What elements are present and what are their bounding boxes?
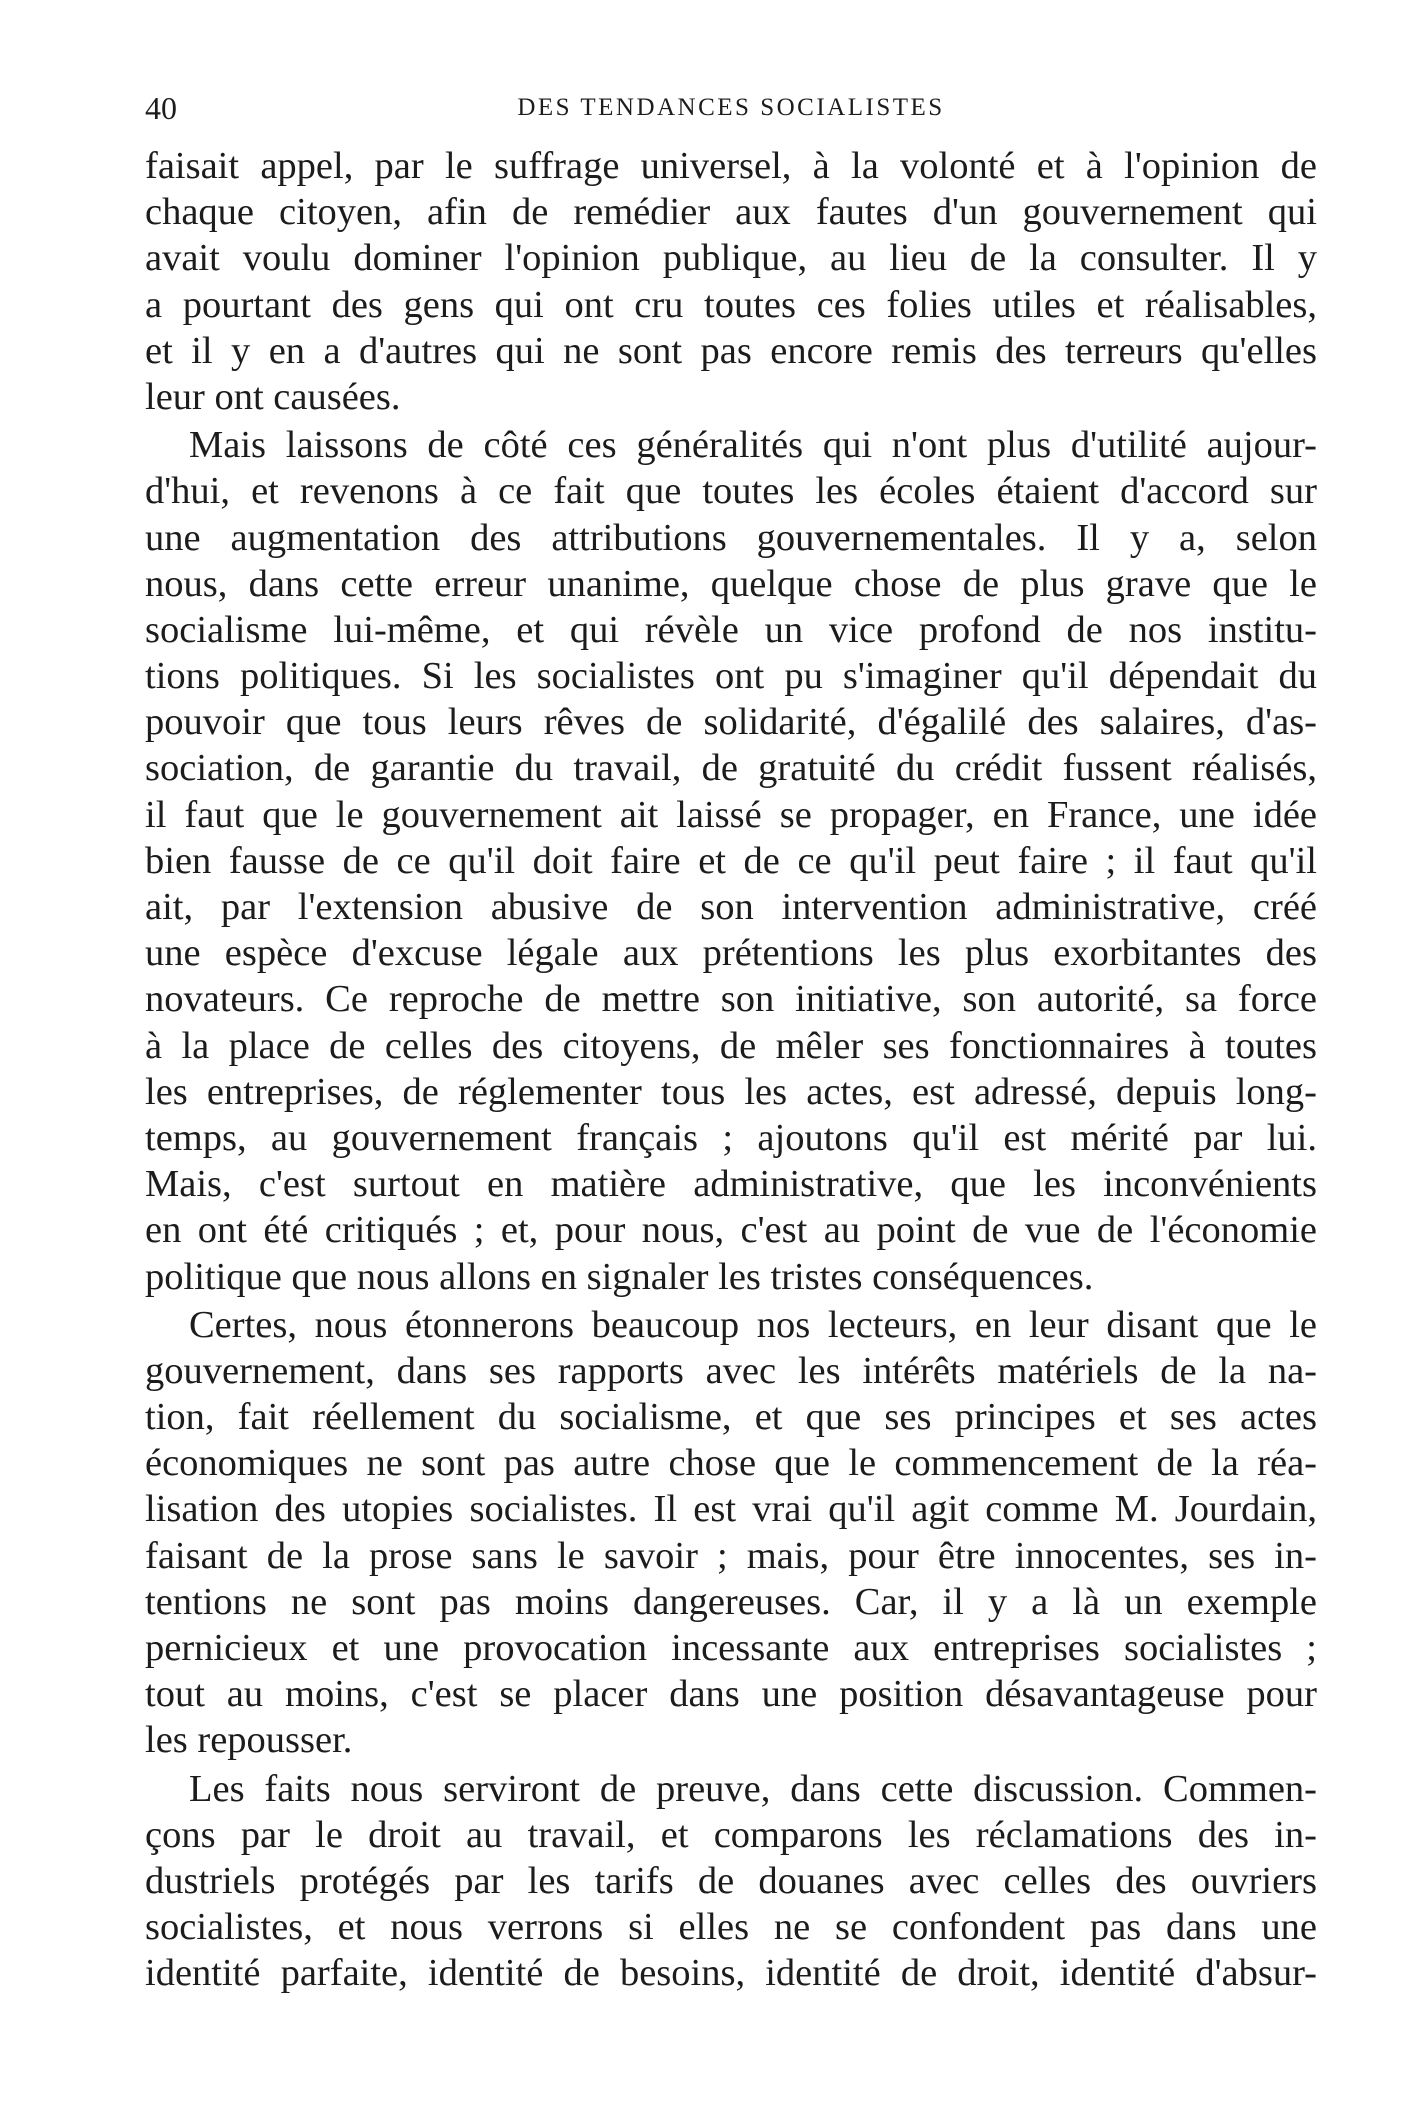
text-line: une augmentation des attributions gouvernementales. Il y a, selon: [145, 516, 1317, 559]
text-line: et il y en a d'autres qui ne sont pas encore remis des terreurs qu'elles: [145, 329, 1317, 372]
body-text: [145, 143, 1317, 1997]
paragraph-4: [145, 1766, 1317, 1997]
text-line: dustriels protégés par les tarifs de douanes avec celles des ouvriers: [145, 1859, 1317, 1902]
text-line: Certes, nous étonnerons beaucoup nos lecteurs, en leur disant que le: [189, 1303, 1317, 1346]
text-line: avait voulu dominer l'opinion publique, au lieu de la consulter. Il y: [145, 237, 1317, 280]
text-line: pouvoir que tous leurs rêves de solidarité, d'égalilé des salaires, d'as-: [145, 701, 1317, 744]
text-line: Mais, c'est surtout en matière administrative, que les inconvénients: [145, 1163, 1317, 1206]
text-line: Les faits nous serviront de preuve, dans cette discussion. Commen-: [189, 1767, 1317, 1810]
text-line: les entreprises, de réglementer tous les actes, est adressé, depuis long-: [145, 1070, 1317, 1113]
text-line: d'hui, et revenons à ce fait que toutes les écoles étaient d'accord sur: [145, 470, 1317, 513]
text-line: économiques ne sont pas autre chose que le commencement de la réa-: [145, 1442, 1317, 1485]
text-line: sociation, de garantie du travail, de gratuité du crédit fussent réalisés,: [145, 747, 1317, 790]
text-line: nous, dans cette erreur unanime, quelque chose de plus grave que le: [145, 562, 1317, 605]
text-line: à la place de celles des citoyens, de mêler ses fonctionnaires à toutes: [145, 1024, 1317, 1067]
text-line: gouvernement, dans ses rapports avec les intérêts matériels de la na-: [145, 1349, 1317, 1392]
text-line: faisant de la prose sans le savoir ; mais, pour être innocentes, ses in-: [145, 1534, 1317, 1577]
text-line: Mais laissons de côté ces généralités qui n'ont plus d'utilité aujour-: [189, 424, 1317, 467]
text-line: identité parfaite, identité de besoins, identité de droit, identité d'absur-: [145, 1952, 1317, 1995]
text-line: novateurs. Ce reproche de mettre son initiative, son autorité, sa force: [145, 978, 1317, 1021]
text-line: lisation des utopies socialistes. Il est vrai qu'il agit comme M. Jourdain,: [145, 1488, 1317, 1531]
text-line: chaque citoyen, afin de remédier aux fautes d'un gouvernement qui: [145, 191, 1317, 234]
text-line: tentions ne sont pas moins dangereuses. Car, il y a là un exemple: [145, 1580, 1317, 1623]
paragraph-2: [145, 422, 1317, 1300]
text-line: pernicieux et une provocation incessante aux entreprises socialistes ;: [145, 1627, 1317, 1669]
page-number: 40: [145, 90, 177, 126]
text-line: ait, par l'extension abusive de son intervention administrative, créé: [145, 886, 1317, 928]
text-line: faisait appel, par le suffrage universel, à la volonté et à l'opinion de: [145, 145, 1317, 187]
text-line: tion, fait réellement du socialisme, et que ses principes et ses actes: [145, 1396, 1317, 1439]
paragraph-1: [145, 143, 1317, 420]
paragraph-3: [145, 1302, 1317, 1764]
text-line: en ont été critiqués ; et, pour nous, c'est au point de vue de l'économie: [145, 1209, 1317, 1252]
text-line: çons par le droit au travail, et comparons les réclamations des in-: [145, 1813, 1317, 1856]
text-line: socialistes, et nous verrons si elles ne se confondent pas dans une: [145, 1906, 1317, 1949]
text-line: socialisme lui-même, et qui révèle un vice profond de nos institu-: [145, 608, 1317, 651]
text-line: a pourtant des gens qui ont cru toutes ces folies utiles et réalisables,: [145, 283, 1317, 326]
text-line: tout au moins, c'est se placer dans une position désavantageuse pour: [145, 1673, 1317, 1716]
text-line: leur ont causées.: [145, 375, 401, 418]
text-line: une espèce d'excuse légale aux prétentions les plus exorbitantes des: [145, 932, 1317, 975]
text-line: politique que nous allons en signaler les tristes conséquences.: [145, 1255, 1094, 1298]
text-line: les repousser.: [145, 1719, 353, 1762]
page-header: [145, 90, 1317, 130]
text-line: bien fausse de ce qu'il doit faire et de ce qu'il peut faire ; il faut qu'il: [145, 839, 1317, 882]
text-line: temps, au gouvernement français ; ajoutons qu'il est mérité par lui.: [145, 1116, 1317, 1159]
text-line: tions politiques. Si les socialistes ont pu s'imaginer qu'il dépendait du: [145, 655, 1317, 698]
running-title: DES TENDANCES SOCIALISTES: [517, 94, 945, 121]
text-line: il faut que le gouvernement ait laissé se propager, en France, une idée: [145, 793, 1317, 836]
